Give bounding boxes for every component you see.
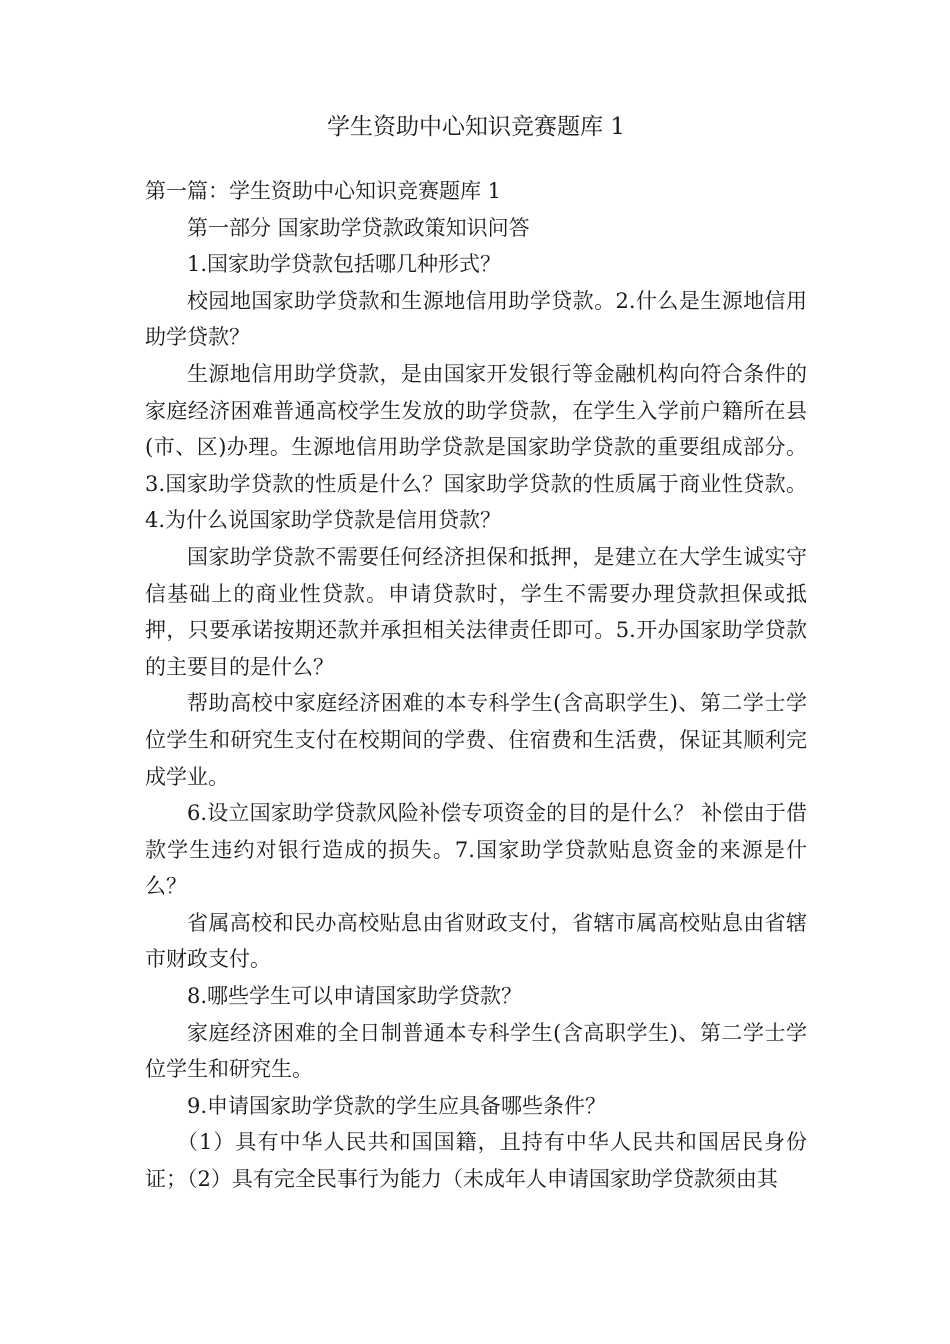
question-1: 1.国家助学贷款包括哪几种形式？: [187, 252, 502, 277]
question-8: 8.哪些学生可以申请国家助学贷款？: [187, 984, 523, 1009]
answer-5: 帮助高校中家庭经济困难的本专科学生(含高职学生)、第二学士学位学生和研究生支付在校期间的学费、住宿费和生活费，保证其顺利完成学业。: [145, 691, 807, 789]
question-9: 9.申请国家助学贷款的学生应具备哪些条件？: [187, 1093, 607, 1118]
answer-2: 生源地信用助学贷款，是由国家开发银行等金融机构向符合条件的家庭经济困难普通高校学生发放的助学贷款，在学生入学前户籍所在县(市、区)办理。生源地信用助学贷款是国家助学贷款的重要组成部分。3.国家助学贷款的性质是什么？国家助学贷款的性质属于商业性贷款。4.为什么说国家助学贷款是信用贷款？: [145, 361, 807, 533]
answer-1: 校园地国家助学贷款和生源地信用助学贷款。2.什么是生源地信用助学贷款？: [145, 288, 807, 350]
question-6: 6.设立国家助学贷款风险补偿专项资金的目的是什么？ 补偿由于借款学生违约对银行造成的损失。7.国家助学贷款贴息资金的来源是什么？: [145, 801, 807, 899]
answer-8: 家庭经济困难的全日制普通本专科学生(含高职学生)、第二学士学位学生和研究生。: [145, 1020, 807, 1082]
answer-9: （1）具有中华人民共和国国籍，且持有中华人民共和国居民身份证；（2）具有完全民事行为能力（未成年人申请国家助学贷款须由其: [145, 1130, 807, 1192]
section-heading: 第一篇：学生资助中心知识竞赛题库 1: [145, 179, 502, 203]
answer-4: 国家助学贷款不需要任何经济担保和抵押，是建立在大学生诚实守信基础上的商业性贷款。申请贷款时，学生不需要办理贷款担保或抵押，只要承诺按期还款并承担相关法律责任即可。5.开办国家助学贷款的主要目的是什么？: [145, 544, 807, 679]
answer-7: 省属高校和民办高校贴息由省财政支付，省辖市属高校贴息由省辖市财政支付。: [145, 910, 807, 972]
part-heading: 第一部分 国家助学贷款政策知识问答: [187, 215, 530, 240]
document-title: 学生资助中心知识竞赛题库 1: [327, 114, 625, 140]
document-body: [145, 173, 807, 1198]
